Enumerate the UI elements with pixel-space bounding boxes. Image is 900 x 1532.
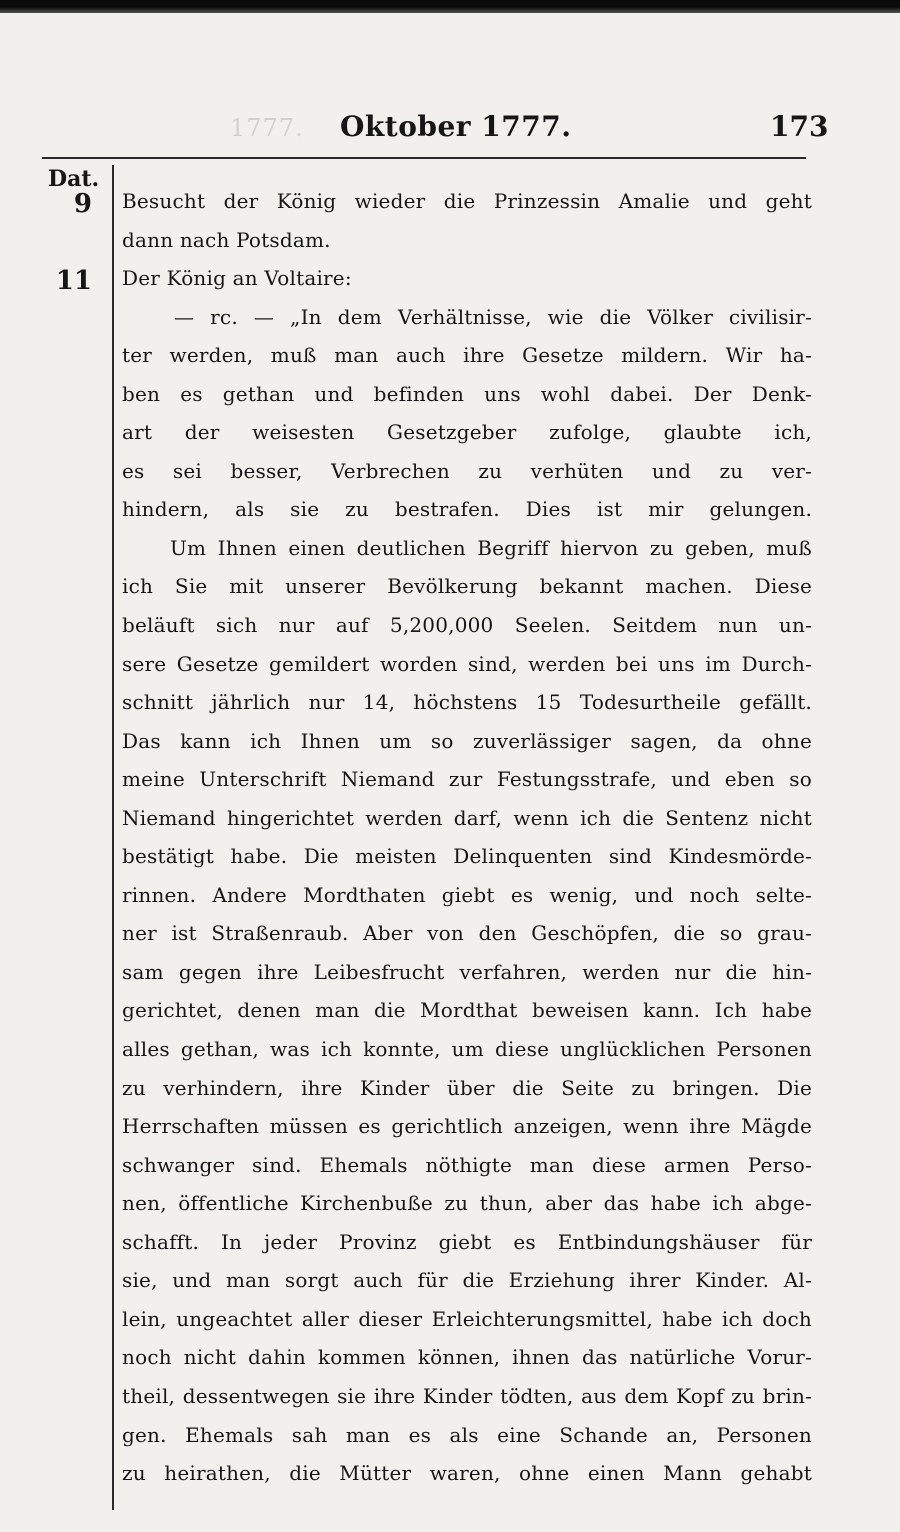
- text-line: beläuft sich nur auf 5,200,000 Seelen. Seitdem nun un-: [122, 613, 812, 638]
- text-line: Besucht der König wieder die Prinzessin Amalie und geht: [122, 189, 812, 213]
- text-line: gerichtet, denen man die Mordthat beweisen kann. Ich habe: [122, 998, 812, 1023]
- text-line: alles gethan, was ich konnte, um diese unglücklichen Personen: [122, 1037, 812, 1062]
- margin-day-11: 11: [55, 266, 92, 296]
- text-line: ter werden, muß man auch ihre Gesetze mildern. Wir ha-: [122, 343, 812, 368]
- text-line: theil, dessentwegen sie ihre Kinder tödten, aus dem Kopf zu brin-: [122, 1383, 812, 1408]
- text-line: Um Ihnen einen deutlichen Begriff hiervon zu geben, muß: [170, 535, 812, 560]
- text-line: zu verhindern, ihre Kinder über die Seite zu bringen. Die: [122, 1075, 812, 1100]
- text-line: Das kann ich Ihnen um so zuverlässiger sagen, da ohne: [122, 728, 812, 753]
- text-line: meine Unterschrift Niemand zur Festungsstrafe, und eben so: [122, 767, 812, 792]
- text-line: hindern, als sie zu bestrafen. Dies ist mir gelungen.: [122, 497, 812, 522]
- text-line: bestätigt habe. Die meisten Delinquenten sind Kindesmörde-: [122, 844, 812, 869]
- text-line: schnitt jährlich nur 14, höchstens 15 Todesurtheile gefällt.: [122, 690, 812, 715]
- text-line: sere Gesetze gemildert worden sind, werden bei uns im Durch-: [122, 651, 812, 676]
- text-line: dann nach Potsdam.: [122, 227, 331, 252]
- text-line: schwanger sind. Ehemals nöthigte man diese armen Perso-: [122, 1152, 812, 1177]
- text-line: lein, ungeachtet aller dieser Erleichterungsmittel, habe ich doch: [122, 1306, 812, 1331]
- bleed-through-header: 1777.: [230, 114, 304, 142]
- page-number: 173: [770, 110, 829, 143]
- text-line: ich Sie mit unserer Bevölkerung bekannt machen. Diese: [122, 574, 812, 599]
- body-text: [122, 182, 812, 1493]
- text-line: Niemand hingerichtet werden darf, wenn ich die Sentenz nicht: [122, 805, 812, 830]
- text-line: ner ist Straßenraub. Aber von den Geschöpfen, die so grau-: [122, 921, 812, 946]
- text-line: — rc. — „In dem Verhältnisse, wie die Völker civilisir-: [174, 304, 812, 329]
- text-line: Herrschaften müssen es gerichtlich anzeigen, wenn ihre Mägde: [122, 1114, 812, 1139]
- text-line: sie, und man sorgt auch für die Erziehung ihrer Kinder. Al-: [122, 1268, 812, 1293]
- text-line: gen. Ehemals sah man es als eine Schande an, Personen: [122, 1422, 812, 1447]
- text-line: noch nicht dahin kommen können, ihnen das natürliche Vorur-: [122, 1345, 812, 1370]
- text-line: ben es gethan und befinden uns wohl dabei. Der Denk-: [122, 381, 812, 406]
- text-line: sam gegen ihre Leibesfrucht verfahren, werden nur die hin-: [122, 959, 812, 984]
- text-line: nen, öffentliche Kirchenbuße zu thun, aber das habe ich abge-: [122, 1191, 812, 1216]
- margin-column-rule: [112, 165, 114, 1510]
- text-line: schafft. In jeder Provinz giebt es Entbindungshäuser für: [122, 1229, 812, 1254]
- text-line: zu heirathen, die Mütter waren, ohne einen Mann gehabt: [122, 1461, 812, 1486]
- running-header-title: Oktober 1777.: [340, 110, 572, 143]
- text-line: es sei besser, Verbrechen zu verhüten und zu ver-: [122, 458, 812, 483]
- scan-edge-band: [0, 0, 900, 13]
- date-column-label: Dat.: [48, 166, 100, 192]
- text-line: art der weisesten Gesetzgeber zufolge, glaubte ich,: [122, 420, 812, 445]
- header-rule: [42, 157, 806, 159]
- text-line: Der König an Voltaire:: [122, 266, 352, 291]
- text-line: rinnen. Andere Mordthaten giebt es wenig, und noch selte-: [122, 882, 812, 907]
- margin-day-9: 9: [73, 189, 92, 219]
